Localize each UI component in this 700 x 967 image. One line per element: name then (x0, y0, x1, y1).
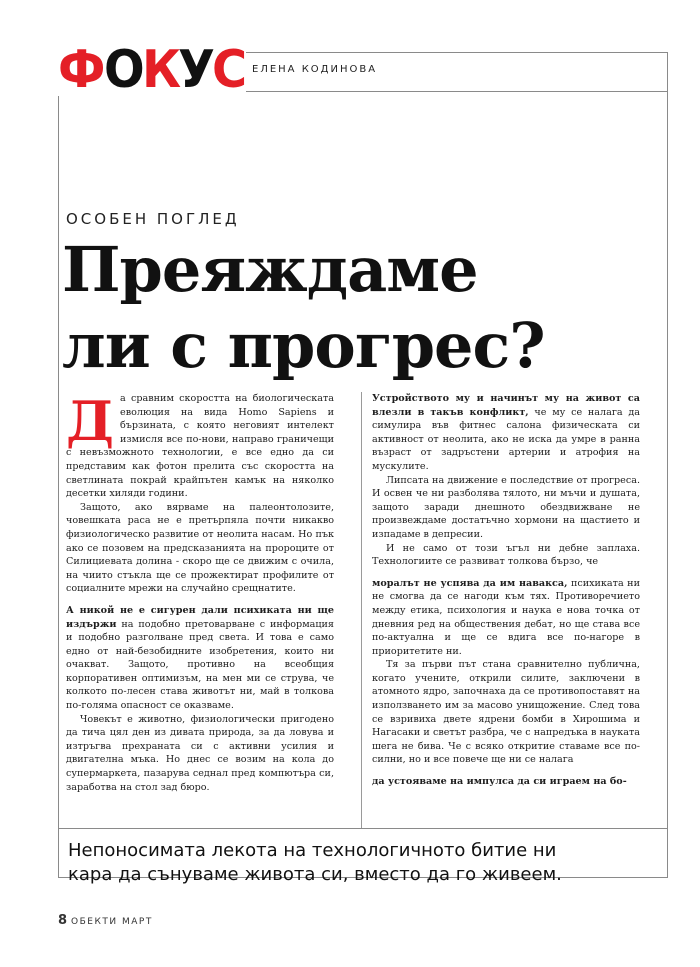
section-logo (58, 40, 245, 100)
page-footer (58, 913, 153, 928)
article-headline (62, 232, 666, 384)
bold-lead-in: Устройството му и начинът му на живот са влезли в такъв конфликт, (372, 393, 640, 418)
logo-letter: К (141, 40, 176, 100)
paragraph-text: И не само от този ъгъл ни дебне заплаха. Технологиите се развиват толкова бързо, че (372, 542, 640, 568)
pull-quote-line: кара да сънуваме живота си, вместо да го живеем. (68, 864, 562, 885)
pull-quote-line: Непоносимата лекота на технологичното битие ни (68, 840, 557, 861)
column-divider (361, 392, 362, 828)
paragraph-text: на подобно претоварване с информация и подобно разголване пред света. И това е само едно от най-безобидните изобретения, които ни очакват. Защото, противно на всеобщия корпоративен оптимизъм, на мен ми се струва, че колкото по-лесен става животът ни, май в толкова по-голяма опасност се оказваме. (66, 618, 334, 712)
headline-line: Преяждаме (62, 233, 478, 306)
logo-letter: С (212, 40, 243, 100)
article-paragraph (372, 474, 640, 542)
article-paragraph (66, 713, 334, 795)
paragraph-text: Защото, ако вярваме на палеонтолозите, човешката раса не е претърпяла почти никакво физиологическо развитие от неолита насам. Но пък ако се позовем на предсказанията на пророците от Силициевата долина - скоро ще се движим с очила, на чиито стъкла ще се прожектират профилите от социалните мрежи на случайно срещнатите. (66, 501, 334, 595)
bold-lead-in: моралът не успява да им навакса, (372, 577, 568, 589)
logo-letter: О (103, 40, 139, 100)
article-paragraph (66, 604, 334, 713)
article-column-left (66, 392, 334, 824)
article-paragraph (372, 392, 640, 474)
article-paragraph (372, 542, 640, 569)
article-paragraph (66, 392, 334, 501)
paragraph-text: че му се налага да симулира във фитнес салона физическата си активност от неолита, ако не иска да умре в ранна възраст от задръстени артерии и атрофия на мускулите. (372, 406, 640, 472)
page-number: 8 (58, 913, 68, 928)
article-paragraph (372, 775, 640, 789)
headline-line: ли с прогрес? (62, 309, 545, 382)
magazine-issue: ОБЕКТИ МАРТ (71, 917, 153, 927)
article-kicker: ОСОБЕН ПОГЛЕД (66, 210, 240, 228)
paragraph-text: психиката ни не смогва да се нагоди към тях. Противоречието между етика, психология и наука е нова точка от дневния ред на обществения дебат, но ще става все по-актуална и ще се вдига все по-нагоре в приоритетите ни. (372, 577, 640, 657)
article-paragraph (372, 577, 640, 659)
author-name: ЕЛЕНА КОДИНОВА (252, 64, 378, 75)
bold-lead-in: А никой не е сигурен дали психиката ни ще издържи (66, 604, 334, 630)
paragraph-text: а сравним скоростта на биологическата еволюция на вида Homo Sapiens и бързината, с която неговият интелект измисля все по-нови, направо граничещи с невъзможното технологии, е все едно да си представим как фотон прелита със скоростта на светлината покрай крайпътен камък на няколко десетки хиляди години. (66, 393, 334, 500)
article-paragraph (372, 658, 640, 767)
logo-letter: Ф (58, 40, 100, 100)
bold-lead-in: да устояваме на импулса да си играем на бо- (372, 776, 627, 788)
pull-quote (58, 828, 668, 885)
paragraph-text: Липсата на движение е последствие от прогреса. И освен че ни разболява тялото, ни мъчи и душата, защото заради днешното обездвижване не произвеждаме достатъчно хормони на щастието и изпадаме в депресии. (372, 474, 640, 540)
paragraph-text: Човекът е животно, физиологически пригодено да тича цял ден из дивата природа, за да ловува и изтръгва прехраната си с активни усилия и двигателна мъка. Но днес се возим на кола до супермаркета, пазарува седнал пред компютъра си, заработва на стол зад бюро. (66, 713, 334, 793)
article-paragraph (66, 501, 334, 596)
drop-cap: Д (66, 392, 115, 453)
article-column-right (372, 392, 640, 824)
paragraph-text: Тя за първи път стана сравнително публична, когато учените, открили силите, заключени в атомното ядро, започнаха да се противопоставят на използването им за масово унищожение. След това се взривиха двете ядрени бомби в Хирошима и Нагасаки и светът разбра, че с напредъка в науката шега не бива. Че с всяко откритие ставаме все по-силни, но и все повече ще ни се налага (372, 659, 640, 766)
logo-letter: У (178, 40, 210, 100)
